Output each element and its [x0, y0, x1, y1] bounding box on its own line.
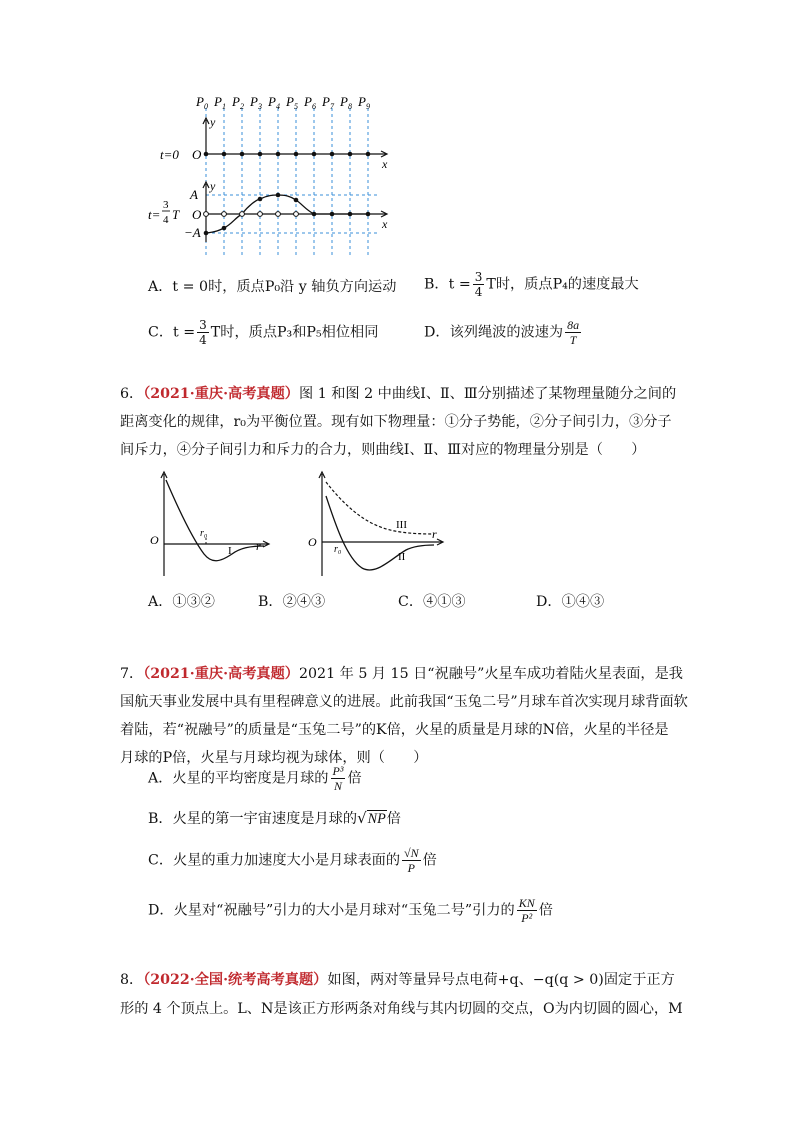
q5-option-a[interactable]: A．t = 0时，质点P₀沿 y 轴负方向运动	[148, 279, 397, 295]
q8-line1: 8．（2022·全国·统考高考真题）如图，两对等量异号点电荷+q、−q(q > 0)固定于正方	[120, 972, 675, 988]
fig2-r0: r₀	[334, 544, 342, 555]
q7-option-d[interactable]: D．火星对“祝融号”引力的大小是月球对“玉兔二号”引力的 $\frac{KN}{\text{P²}}$ 倍	[148, 896, 553, 925]
q8-source: （2022·全国·统考高考真题）	[143, 972, 328, 988]
q8-line2: 形的 4 个顶点上。L、N是该正方形两条对角线与其内切圆的交点，O为内切圆的圆心，M	[120, 1001, 683, 1017]
row2-frac-den: 4	[163, 214, 169, 226]
label-p8: $P_8$	[340, 94, 352, 111]
q5-option-c[interactable]: C．t = $\frac{3}{4}$ T时，质点P₃和P₅相位相同	[148, 318, 379, 347]
q6-line2: 距离变化的规律，r₀为平衡位置。现有如下物理量：①分子势能，②分子间引力，③分子	[120, 414, 672, 430]
row1-origin: O	[192, 147, 202, 162]
fig1-axis: r	[256, 539, 261, 553]
q7-line3: 着陆，若“祝融号”的质量是“玉兔二号”的K倍，火星的质量是月球的N倍，火星的半径是	[120, 722, 669, 738]
q7-line4: 月球的P倍，火星与月球均视为球体，则（ ）	[120, 750, 428, 766]
q6-figure-2	[306, 468, 450, 580]
q7-option-a[interactable]: A．火星的平均密度是月球的 $\frac{\text{P³}}{N}$ 倍	[148, 764, 362, 793]
fig1-origin: O	[150, 533, 159, 547]
row1-time: t=0	[160, 147, 179, 162]
label-p9: $P_9$	[358, 94, 370, 111]
q6-figure-1	[140, 468, 280, 580]
q6-option-b[interactable]: B．②④③	[258, 594, 326, 610]
q6-line1: 6．（2021·重庆·高考真题）图 1 和图 2 中曲线Ⅰ、Ⅱ、Ⅲ分别描述了某物理量随分之间的	[120, 386, 677, 402]
fig1-r0: r₀	[200, 528, 208, 539]
q5-wave-figure	[140, 92, 400, 262]
row2-T: T	[172, 207, 180, 222]
q7-line2: 国航天事业发展中具有里程碑意义的进展。此前我国“玉兔二号”月球车首次实现月球背面软	[120, 694, 688, 710]
amp-neg: −A	[184, 225, 201, 240]
row1-x-label: x	[382, 157, 388, 171]
row2-frac-num: 3	[163, 199, 169, 211]
q6-option-d[interactable]: D．①④③	[536, 594, 605, 610]
curve-iii	[326, 482, 434, 534]
label-p3: $P_3$	[250, 94, 262, 111]
fig2-curve2-label: II	[398, 551, 406, 563]
q6-option-c[interactable]: C．④①③	[398, 594, 466, 610]
q6-line3: 间斥力，④分子间引力和斥力的合力，则曲线Ⅰ、Ⅱ、Ⅲ对应的物理量分别是（ ）	[120, 442, 646, 458]
fig1-curve-label: I	[228, 545, 232, 557]
label-p5: $P_5$	[286, 94, 298, 111]
fig2-origin: O	[308, 535, 317, 549]
q7-line1: 7．（2021·重庆·高考真题）2021 年 5 月 15 日“祝融号”火星车成功着陆火星表面，是我	[120, 666, 683, 682]
label-p4: $P_4$	[268, 94, 280, 111]
row2-origin: O	[192, 207, 202, 222]
label-p7: $P_7$	[322, 94, 334, 111]
row2-time-prefix: t=	[148, 207, 161, 222]
row2-x-label: x	[382, 217, 388, 231]
q7-option-c[interactable]: C．火星的重力加速度大小是月球表面的 $\frac{√N}{P}$ 倍	[148, 846, 437, 875]
label-p6: $P_6$	[304, 94, 316, 111]
q6-source: （2021·重庆·高考真题）	[143, 386, 299, 402]
q6-option-a[interactable]: A．①③②	[148, 594, 215, 610]
curve-ii	[326, 496, 434, 570]
label-p1: $P_1$	[214, 94, 226, 111]
q7-option-b[interactable]: B．火星的第一宇宙速度是月球的√NP倍	[148, 809, 401, 827]
row1-y-label: y	[210, 115, 216, 129]
fig2-curve3-label: III	[396, 519, 407, 531]
curve-i	[166, 480, 264, 561]
label-p0: $P_0$	[196, 94, 208, 111]
amp-pos: A	[190, 187, 198, 202]
fig2-axis: r	[432, 527, 437, 541]
row2-y-label: y	[210, 179, 216, 193]
label-p2: $P_2$	[232, 94, 244, 111]
q5-option-d[interactable]: D．该列绳波的波速为 $\frac{8a}{T}$	[424, 318, 580, 347]
q5-option-b[interactable]: B．t = $\frac{3}{4}$ T时，质点P₄的速度最大	[424, 270, 639, 299]
q7-source: （2021·重庆·高考真题）	[143, 666, 299, 682]
